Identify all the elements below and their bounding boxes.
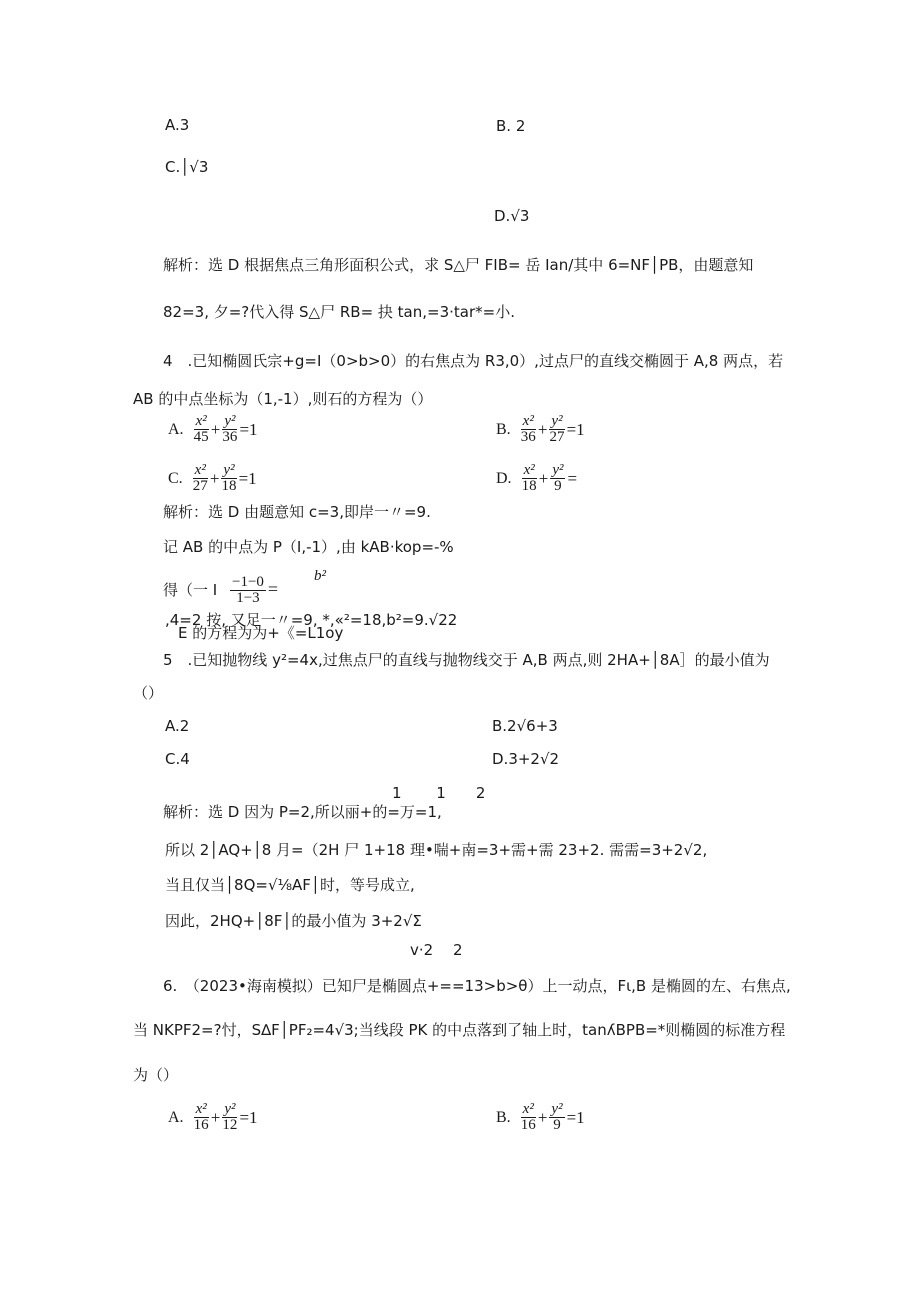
q4-solution-line-4: ,4=2 按, 又足一〃=9, *,«²=18,b²=9.√22 (165, 611, 458, 629)
q3-option-c: C.│√3 (165, 158, 209, 176)
q5-solution-line-1: 解析：选 D 因为 P=2,所以丽+的=万=1, (163, 803, 442, 821)
q5-option-d: D.3+2√2 (492, 750, 560, 768)
q3-option-a: A.3 (165, 116, 190, 134)
q5-solution-line-2: 所以 2│AQ+│8 月=（2H 尸 1+18 理•喘+南=3+需+需 23+2. 需需=3+2√2, (165, 841, 708, 859)
q4-option-a: A. $\frac{\text{x²}}{45}$ + $\frac{\text{y²}}{36}$ =1 (168, 413, 258, 445)
q5-stem-line-2: （） (133, 684, 164, 702)
q6-option-b: B. $\frac{\text{x²}}{16}$ + $\frac{\text{y²}}{9}$ =1 (496, 1101, 585, 1133)
q3-option-b: B. 2 (496, 117, 526, 135)
q4-solution-b-squared: b² (314, 568, 326, 584)
q4-solution-line-1: 解析：选 D 由题意知 c=3,即岸一〃=9. (163, 503, 431, 521)
q4-option-b: B. $\frac{\text{x²}}{36}$ + $\frac{\text{y²}}{27}$ =1 (496, 413, 585, 445)
q5-solution-line-3: 当且仅当│8Q=√⅛AF│时，等号成立, (165, 876, 415, 894)
q3-solution-line-1: 解析：选 D 根据焦点三角形面积公式，求 S△尸 FIB= 岳 Ian/其中 6=NF│PB，由题意知 (163, 256, 754, 274)
q5-stem-line-1: 5 .已知抛物线 y²=4x,过焦点尸的直线与抛物线交于 A,B 两点,则 2HA+│8A］的最小值为 (163, 651, 770, 669)
q4-solution-line-2: 记 AB 的中点为 P（I,-1）,由 kAB·kop=-% (163, 538, 454, 556)
q3-solution-line-2: 82=3, 夕=?代入得 S△尸 RB= 抉 tan,=3·tar*=小. (163, 303, 515, 321)
q6-stem-line-2: 当 NKPF2=?忖，S∆F│PF₂=4√3;当线段 PK 的中点落到了轴上时，tanʎBPB=*则椭圆的标准方程 (133, 1021, 786, 1039)
q3-option-d: D.√3 (494, 207, 530, 225)
q4-stem-line-2: AB 的中点坐标为（1,-1）,则石的方程为（） (133, 390, 433, 408)
q4-solution-line-5: E 的方程为为+《=L1oy (178, 624, 344, 642)
q6-option-a: A. $\frac{\text{x²}}{16}$ + $\frac{\text{y²}}{12}$ =1 (168, 1101, 258, 1133)
q4-option-d: D. $\frac{\text{x²}}{18}$ + $\frac{\text{y²}}{9}$ = (496, 462, 578, 494)
q5-solution-line-4: 因此，2HQ+│8F│的最小值为 3+2√Σ (165, 912, 422, 930)
q4-solution-line-3: 得（一 I $\frac{-1-0}{1-3}$ = (163, 574, 279, 606)
q5-option-b: B.2√6+3 (492, 717, 558, 735)
q6-stem-line-1: 6. （2023•海南模拟）已知尸是椭圆点+==13>b>θ）上一动点，Fι,B 是椭圆的左、右焦点, (163, 977, 791, 995)
q5-solution-line-5: v·2 2 (410, 941, 463, 959)
q5-fraction-numerators: 1 1 2 (392, 784, 486, 802)
q4-option-c: C. $\frac{\text{x²}}{27}$ + $\frac{\text{y²}}{18}$ =1 (168, 462, 257, 494)
q6-stem-line-3: 为（） (133, 1066, 179, 1084)
q4-stem-line-1: 4 .已知椭圆氏宗+g=I（0>b>0）的右焦点为 R3,0）,过点尸的直线交椭圆于 A,8 两点，若 (163, 352, 784, 370)
q5-option-c: C.4 (165, 750, 190, 768)
q5-option-a: A.2 (165, 717, 190, 735)
